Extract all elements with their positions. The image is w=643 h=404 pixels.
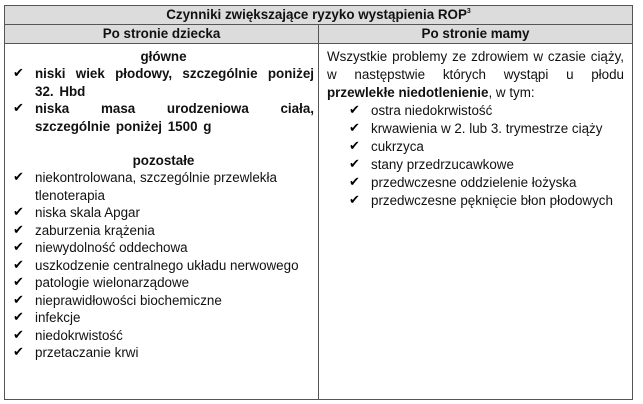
list-item-text: niska masa urodzeniowa ciała, szczególnie poniżej 1500 g: [35, 101, 314, 134]
list-item: [13, 292, 314, 310]
list-item: [13, 65, 314, 100]
check-icon: ✔: [349, 193, 360, 208]
list-item-text: zaburzenia krążenia: [35, 222, 155, 238]
check-icon: ✔: [13, 345, 24, 360]
check-icon: ✔: [13, 101, 24, 116]
main-factors-list: [13, 65, 314, 135]
other-factors-heading: pozostałe: [132, 153, 195, 168]
content-row: [5, 44, 633, 400]
main-factors-heading: główne: [140, 49, 187, 64]
list-item: [327, 102, 624, 120]
list-item-text: krwawienia w 2. lub 3. trymestrze ciąży: [371, 121, 603, 136]
check-icon: ✔: [13, 292, 24, 308]
list-item: [13, 309, 314, 327]
list-item: [327, 156, 624, 174]
child-factors-cell: [5, 44, 319, 400]
list-item: [327, 120, 624, 138]
list-item-text: niewydolność oddechowa: [35, 240, 188, 255]
check-icon: ✔: [13, 257, 24, 273]
title-row: [5, 6, 633, 25]
intro-text-end: , w tym:: [488, 85, 535, 100]
list-item-text: niekontrolowana, szczególnie przewlekła tlenoterapia: [35, 170, 277, 203]
check-icon: ✔: [349, 121, 360, 136]
check-icon: ✔: [13, 170, 24, 185]
check-icon: ✔: [349, 175, 360, 190]
check-icon: ✔: [349, 103, 360, 118]
list-item: [13, 327, 314, 345]
check-icon: ✔: [13, 310, 24, 325]
list-item: [13, 222, 314, 240]
list-item-text: niska skala Apgar: [35, 205, 140, 220]
list-item-text: przedwczesne oddzielenie łożyska: [371, 175, 577, 190]
list-item: [327, 192, 624, 210]
other-factors-list: [13, 169, 314, 362]
column-header-mother: Po stronie mamy: [319, 25, 633, 44]
mother-factors-list: [327, 102, 624, 210]
mother-factors-cell: [319, 44, 633, 400]
mother-intro: [327, 48, 624, 102]
list-item-text: przedwczesne pęknięcie błon płodowych: [371, 193, 613, 208]
list-item-text: przetaczanie krwi: [35, 345, 139, 360]
check-icon: ✔: [349, 139, 360, 154]
list-item: [13, 274, 314, 292]
column-header-child: Po stronie dziecka: [5, 25, 319, 44]
check-icon: ✔: [13, 66, 24, 81]
list-item-text: niski wiek płodowy, szczególnie poniżej 32. Hbd: [35, 66, 314, 99]
risk-factors-table: [4, 5, 633, 400]
check-icon: ✔: [349, 157, 360, 172]
list-item-text: uszkodzenie centralnego układu nerwowego: [35, 257, 299, 273]
table-title-text: Czynniki zwiększające ryzyko wystąpienia ROP: [166, 7, 467, 22]
list-item: [13, 204, 314, 222]
list-item-text: patologie wielonarządowe: [35, 275, 190, 290]
list-item: [13, 239, 314, 257]
check-icon: ✔: [13, 240, 24, 255]
list-item-text: niedokrwistość: [35, 327, 123, 343]
check-icon: ✔: [13, 327, 24, 343]
list-item-text: nieprawidłowości biochemiczne: [35, 292, 222, 308]
list-item: [13, 257, 314, 275]
list-item: [327, 174, 624, 192]
check-icon: ✔: [13, 205, 24, 220]
intro-text: Wszystkie problemy ze zdrowiem w czasie ciąży, w następstwie których wystąpi u płodu: [327, 49, 624, 82]
footnote-ref: 3: [466, 8, 471, 15]
check-icon: ✔: [13, 275, 24, 290]
header-row: [5, 25, 633, 44]
list-item-text: cukrzyca: [371, 139, 424, 154]
check-icon: ✔: [13, 222, 24, 238]
list-item: [13, 169, 314, 204]
list-item-text: ostra niedokrwistość: [371, 103, 493, 118]
list-item: [13, 344, 314, 362]
table-title: [5, 6, 633, 25]
intro-bold-text: przewlekłe niedotlenienie: [327, 85, 489, 100]
list-item: [13, 100, 314, 135]
list-item-text: stany przedrzucawkowe: [371, 157, 514, 172]
list-item: [327, 138, 624, 156]
list-item-text: infekcje: [35, 310, 81, 325]
